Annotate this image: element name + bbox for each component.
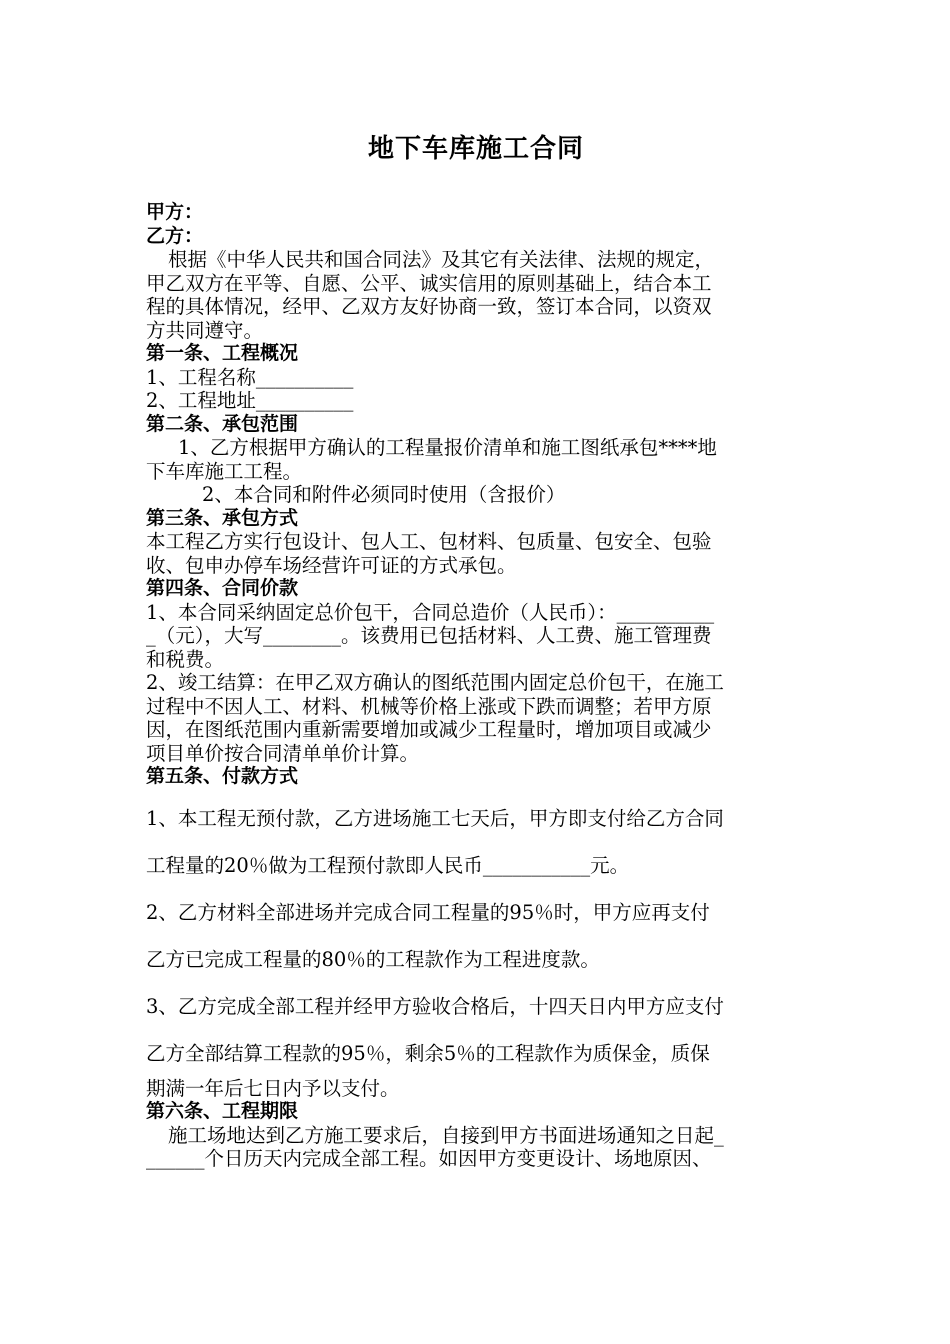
party-b-label: 乙方：	[146, 224, 204, 247]
article-4-line: 过程中不因人工、材料、机械等价格上涨或下跌而调整；若甲方原	[146, 694, 712, 718]
article-6-heading: 第六条、工程期限	[146, 1100, 299, 1122]
article-5-line: 2、乙方材料全部进场并完成合同工程量的95％时，甲方应再支付	[146, 900, 710, 924]
article-2-line: 1、乙方根据甲方确认的工程量报价清单和施工图纸承包****地	[178, 436, 717, 459]
article-3-line: 本工程乙方实行包设计、包人工、包材料、包质量、包安全、包验	[146, 530, 712, 553]
preamble-line: 甲乙双方在平等、自愿、公平、诚实信用的原则基础上，结合本工	[146, 271, 712, 295]
article-3-line: 收、包申办停车场经营许可证的方式承包。	[146, 553, 517, 577]
article-1-line: 1、工程名称__________	[146, 365, 354, 389]
preamble-line: 方共同遵守。	[146, 318, 264, 342]
article-5-heading: 第五条、付款方式	[146, 765, 299, 787]
article-5-line: 乙方已完成工程量的80％的工程款作为工程进度款。	[146, 947, 600, 971]
article-5-line: 1、本工程无预付款，乙方进场施工七天后，甲方即支付给乙方合同	[146, 806, 724, 830]
article-5-line: 3、乙方完成全部工程并经甲方验收合格后，十四天日内甲方应支付	[146, 994, 724, 1018]
article-2-heading: 第二条、承包范围	[146, 412, 299, 435]
article-1-heading: 第一条、工程概况	[146, 342, 299, 364]
article-2-line: 2、本合同和附件必须同时使用（含报价）	[202, 483, 566, 506]
article-4-heading: 第四条、合同价款	[146, 577, 299, 599]
article-3-heading: 第三条、承包方式	[146, 506, 299, 529]
article-6-line: 施工场地达到乙方施工要求后，自接到甲方书面进场通知之日起_	[168, 1123, 724, 1147]
party-a-label: 甲方：	[146, 201, 204, 223]
article-5-line: 期满一年后七日内予以支付。	[146, 1076, 400, 1100]
article-1-line: 2、工程地址__________	[146, 389, 354, 412]
article-4-line: 1、本合同采纳固定总价包干，合同总造价（人民币）：__________	[146, 600, 715, 624]
preamble-line: 程的具体情况，经甲、乙双方友好协商一致，签订本合同，以资双	[146, 295, 712, 318]
article-4-line: 2、竣工结算：在甲乙双方确认的图纸范围内固定总价包干，在施工	[146, 671, 724, 694]
article-4-line: 项目单价按合同清单单价计算。	[146, 741, 420, 765]
article-2-line: 下车库施工工程。	[146, 459, 303, 483]
document-title: 地下车库施工合同	[367, 134, 584, 164]
document-body	[146, 201, 806, 1171]
article-4-line: _（元），大写________。该费用已包括材料、人工费、施工管理费	[146, 624, 712, 647]
preamble-line: 根据《中华人民共和国合同法》及其它有关法律、法规的规定，	[168, 248, 715, 271]
article-4-line: 因，在图纸范围内重新需要增加或减少工程量时，增加项目或减少	[146, 718, 712, 741]
article-4-line: 和税费。	[146, 647, 225, 671]
article-5-line: 乙方全部结算工程款的95％，剩余5％的工程款作为质保金，质保	[146, 1041, 710, 1065]
article-5-line: 工程量的20％做为工程预付款即人民币___________元。	[146, 853, 630, 877]
article-6-line: ______个日历天内完成全部工程。如因甲方变更设计、场地原因、	[146, 1147, 712, 1170]
